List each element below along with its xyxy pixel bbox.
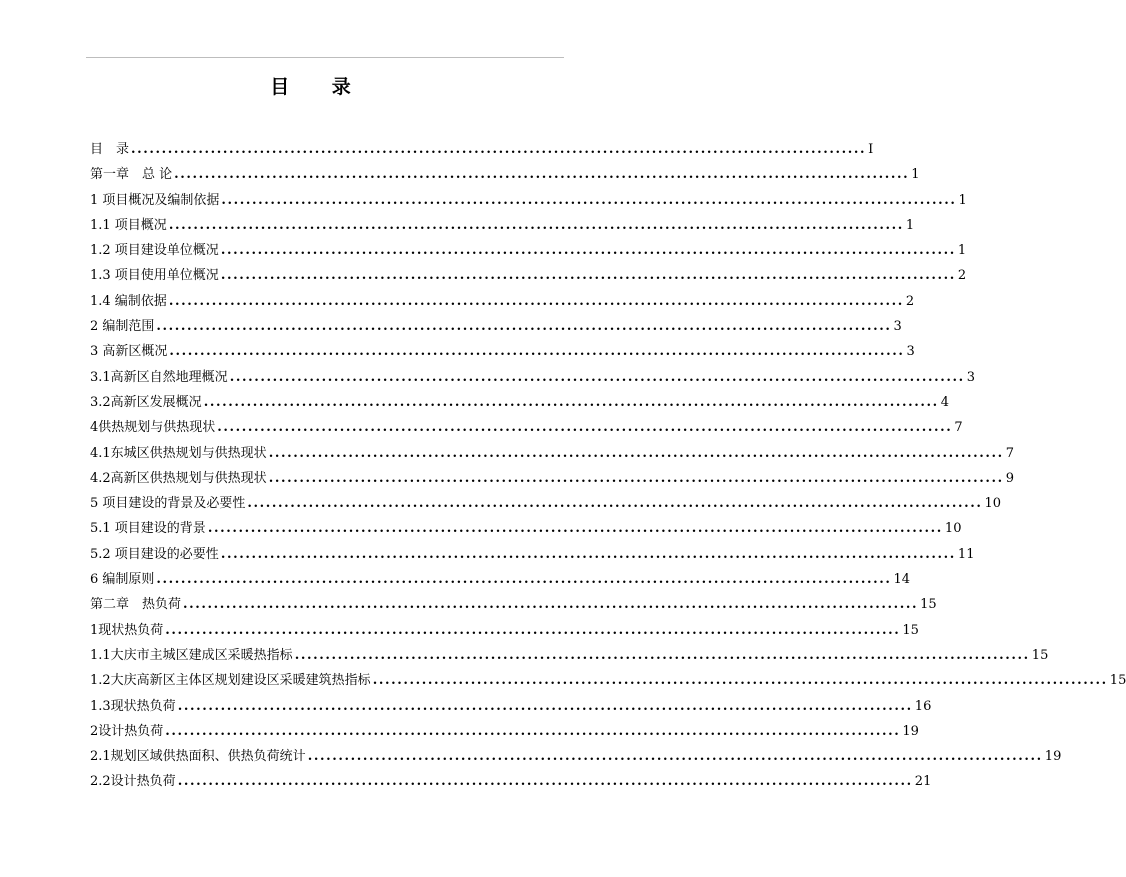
toc-entry-page: 1 (957, 243, 967, 259)
toc-entry[interactable] (90, 162, 920, 187)
toc-entry[interactable] (90, 415, 963, 440)
toc-entry-text: 2 编制范围 (90, 319, 155, 335)
toc-entry-page: 1 (958, 192, 967, 208)
toc-entry-text: 6 编制原则 (90, 572, 155, 588)
toc-entry-text: 3.1高新区自然地理概况 (90, 369, 228, 385)
toc-dot-leader: ........................................................................................................................ (307, 749, 1043, 765)
toc-entry-page: 15 (1031, 647, 1049, 663)
toc-entry[interactable] (90, 491, 1002, 516)
toc-dot-leader: ........................................................................................................................ (131, 142, 867, 157)
toc-entry-text: 4.2高新区供热规划与供热现状 (90, 470, 267, 486)
toc-entry-text: 1现状热负荷 (90, 622, 164, 638)
toc-entry-page: 3 (966, 369, 976, 385)
toc-entry[interactable] (90, 592, 937, 617)
toc-entry-text: 3.2高新区发展概况 (90, 394, 202, 410)
toc-dot-leader: ........................................................................................................................ (165, 723, 901, 739)
toc-entry[interactable] (90, 365, 976, 390)
toc-entry[interactable] (90, 441, 1015, 466)
toc-entry[interactable] (90, 694, 932, 719)
toc-entry[interactable] (90, 643, 1049, 668)
toc-dot-leader: ........................................................................................................................ (177, 774, 913, 790)
toc-dot-leader: ........................................................................................................................ (156, 572, 892, 588)
toc-entry[interactable] (90, 542, 975, 567)
toc-entry-page: 9 (1005, 470, 1015, 486)
toc-entry-page: 3 (893, 319, 902, 335)
toc-entry-page: 15 (920, 597, 937, 613)
toc-entry-text: 1.2 项目建设单位概况 (90, 243, 219, 259)
toc-entry[interactable] (90, 339, 915, 364)
toc-entry-page: 1 (911, 167, 920, 183)
toc-entry-text: 3 高新区概况 (90, 344, 168, 360)
toc-entry-text: 1.1 项目概况 (90, 217, 167, 233)
toc-entry-page: 2 (905, 293, 915, 309)
toc-dot-leader: ........................................................................................................................ (177, 698, 913, 714)
toc-entry-page: 21 (914, 774, 932, 790)
toc-dot-leader: ........................................................................................................................ (168, 293, 904, 309)
toc-entry-text: 4供热规划与供热现状 (90, 420, 216, 436)
toc-entry-text: 1.2大庆高新区主体区规划建设区采暖建筑热指标 (90, 673, 371, 689)
toc-entry-text: 5.2 项目建设的必要性 (90, 546, 219, 562)
toc-dot-leader: ........................................................................................................................ (372, 673, 1108, 689)
toc-dot-leader: ........................................................................................................................ (174, 167, 910, 183)
header-rule (86, 57, 564, 58)
toc-entry[interactable] (90, 668, 1126, 693)
toc-entry[interactable] (90, 188, 967, 213)
toc-entry-page: 19 (1044, 749, 1062, 765)
toc-entry[interactable] (90, 744, 1062, 769)
toc-entry-page: 7 (1005, 445, 1015, 461)
toc-dot-leader: ........................................................................................................................ (268, 470, 1004, 486)
toc-entry-text: 2设计热负荷 (90, 723, 164, 739)
toc-entry[interactable] (90, 719, 919, 744)
toc-dot-leader: ........................................................................................................................ (220, 268, 956, 284)
toc-dot-leader: ........................................................................................................................ (207, 521, 943, 537)
toc-dot-leader: ........................................................................................................................ (229, 369, 965, 385)
toc-entry-text: 第一章 总 论 (90, 167, 173, 183)
toc-entry-page: 2 (957, 268, 967, 284)
toc-entry[interactable] (90, 213, 915, 238)
toc-entry[interactable] (90, 567, 911, 592)
toc-entry-text: 5.1 项目建设的背景 (90, 521, 206, 537)
toc-entry[interactable] (90, 263, 967, 288)
toc-entry[interactable] (90, 137, 874, 162)
toc-entry[interactable] (90, 390, 950, 415)
toc-entry-text: 1.3 项目使用单位概况 (90, 268, 219, 284)
toc-entry-text: 目 录 (90, 142, 130, 157)
toc-dot-leader: ........................................................................................................................ (247, 496, 983, 512)
toc-dot-leader: ........................................................................................................................ (168, 217, 904, 233)
toc-dot-leader: ........................................................................................................................ (268, 445, 1004, 461)
toc-entry-page: 19 (902, 723, 919, 739)
toc-entry[interactable] (90, 516, 962, 541)
toc-entry-text: 4.1东城区供热规划与供热现状 (90, 445, 267, 461)
toc-entry-page: I (868, 142, 874, 157)
toc-entry-page: 15 (902, 622, 919, 638)
toc-entry-text: 第二章 热负荷 (90, 597, 182, 613)
toc-dot-leader: ........................................................................................................................ (183, 597, 919, 613)
toc-dot-leader: ........................................................................................................................ (217, 420, 953, 436)
toc-title: 目 录 (270, 76, 369, 98)
toc-list (90, 137, 1126, 795)
toc-entry-page: 10 (984, 496, 1002, 512)
toc-entry-text: 1.4 编制依据 (90, 293, 167, 309)
toc-entry-page: 15 (1109, 673, 1126, 689)
toc-entry-page: 1 (905, 217, 915, 233)
toc-entry[interactable] (90, 466, 1015, 491)
toc-entry-text: 2.1规划区域供热面积、供热负荷统计 (90, 749, 306, 765)
toc-dot-leader: ........................................................................................................................ (169, 344, 905, 360)
toc-entry-page: 7 (954, 420, 963, 436)
toc-entry-text: 2.2设计热负荷 (90, 774, 176, 790)
toc-entry-text: 1.3现状热负荷 (90, 698, 176, 714)
toc-entry-page: 14 (893, 572, 911, 588)
toc-entry[interactable] (90, 314, 902, 339)
toc-entry[interactable] (90, 618, 919, 643)
toc-dot-leader: ........................................................................................................................ (165, 622, 901, 638)
toc-entry[interactable] (90, 238, 967, 263)
toc-entry-page: 11 (957, 546, 975, 562)
toc-dot-leader: ........................................................................................................................ (220, 243, 956, 259)
toc-entry-page: 10 (944, 521, 962, 537)
toc-dot-leader: ........................................................................................................................ (221, 192, 957, 208)
toc-dot-leader: ........................................................................................................................ (203, 394, 939, 410)
toc-dot-leader: ........................................................................................................................ (220, 546, 956, 562)
toc-entry-page: 3 (906, 344, 915, 360)
toc-entry-page: 4 (940, 394, 950, 410)
toc-entry[interactable] (90, 769, 932, 794)
toc-entry[interactable] (90, 289, 915, 314)
toc-entry-text: 1.1大庆市主城区建成区采暖热指标 (90, 647, 293, 663)
toc-entry-text: 5 项目建设的背景及必要性 (90, 496, 246, 512)
toc-dot-leader: ........................................................................................................................ (294, 647, 1030, 663)
toc-entry-text: 1 项目概况及编制依据 (90, 192, 220, 208)
toc-dot-leader: ........................................................................................................................ (156, 319, 892, 335)
toc-entry-page: 16 (914, 698, 932, 714)
